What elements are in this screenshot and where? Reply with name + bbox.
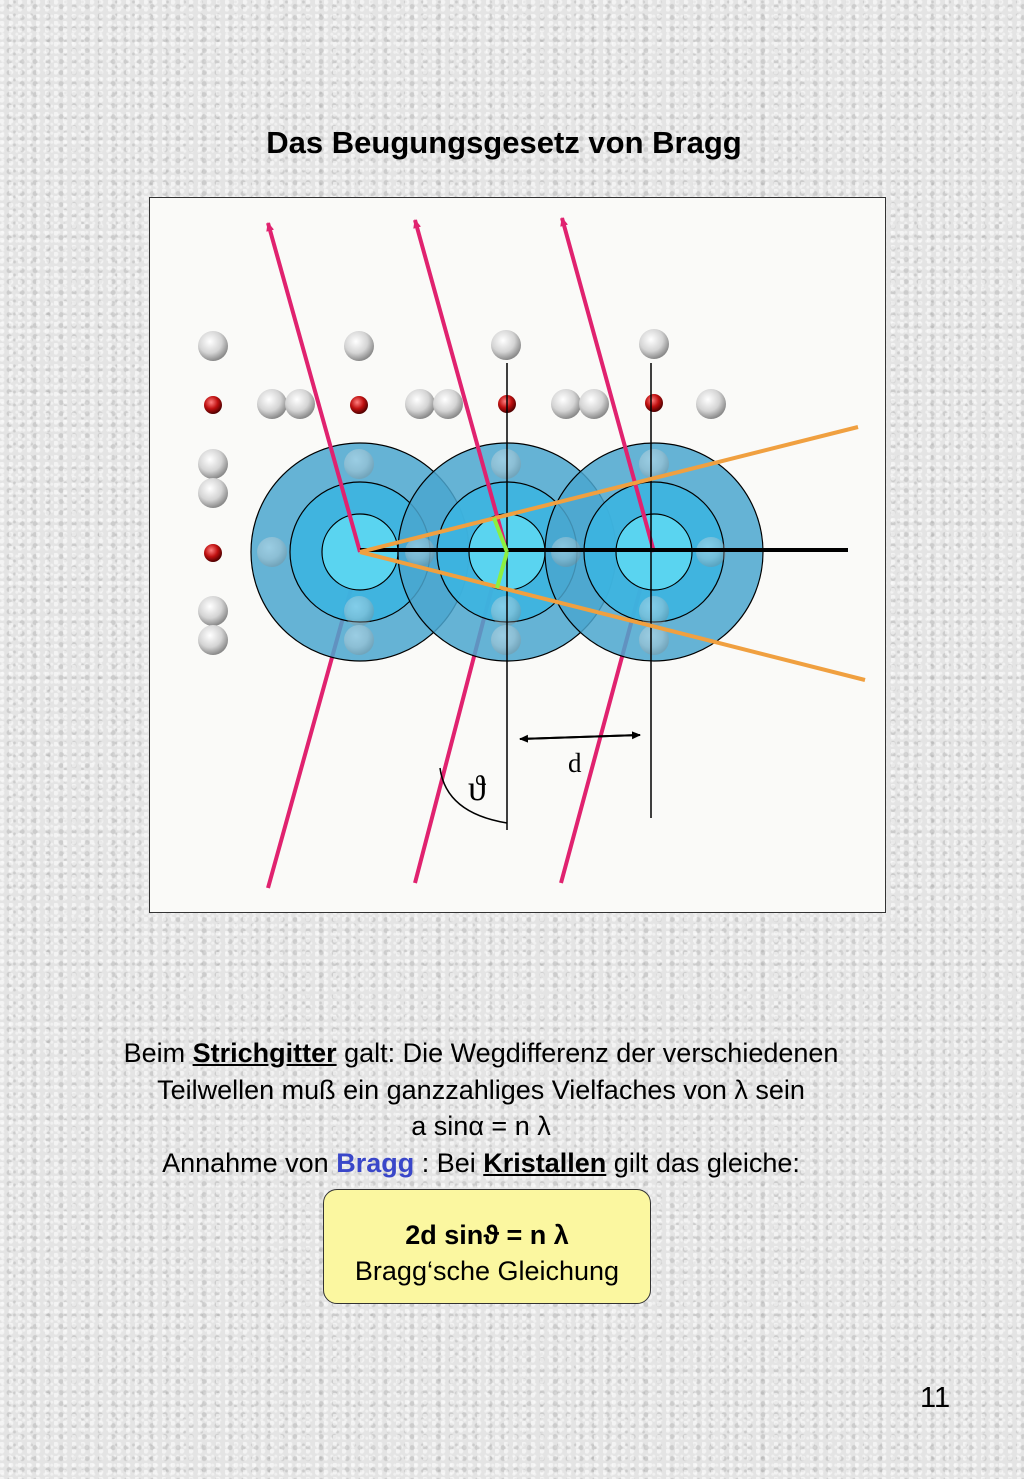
page-number: 11 xyxy=(920,1382,951,1414)
grey-atom xyxy=(551,389,581,419)
bragg-diagram xyxy=(149,197,886,913)
text-line-1: Beim Strichgitter galt: Die Wegdifferenz der verschiedenen xyxy=(123,1038,839,1068)
kristallen-term: Kristallen xyxy=(483,1147,607,1178)
grey-atom xyxy=(285,389,315,419)
d-arrow-back xyxy=(520,735,640,739)
grey-atom xyxy=(696,389,726,419)
grey-atom xyxy=(433,389,463,419)
grey-atom xyxy=(257,389,287,419)
grey-atom xyxy=(579,389,609,419)
grating-equation: a sinα = n λ xyxy=(411,1111,551,1141)
bragg-equation-caption: Bragg‘sche Gleichung xyxy=(354,1256,620,1286)
grey-atom xyxy=(198,449,228,479)
red-atom xyxy=(204,396,222,414)
grey-atom xyxy=(198,625,228,655)
text-line-2: Teilwellen muß ein ganzzahliges Vielfaches von λ sein xyxy=(157,1074,805,1105)
bragg-equation: 2d sinϑ = n λ xyxy=(405,1220,569,1250)
bragg-equation-box xyxy=(323,1189,651,1304)
red-atom xyxy=(204,544,222,562)
diagram-svg xyxy=(150,198,885,912)
red-atom xyxy=(645,394,663,412)
explanation-text xyxy=(0,1035,962,1181)
theta-label: ϑ xyxy=(468,768,486,808)
d-label: d xyxy=(568,748,582,778)
grey-atom xyxy=(344,331,374,361)
grey-atom xyxy=(198,478,228,508)
red-atom xyxy=(350,396,368,414)
page-title: Das Beugungsgesetz von Bragg xyxy=(266,125,742,160)
text-line-4: Annahme von Bragg : Bei Kristallen gilt das gleiche: xyxy=(162,1147,800,1178)
grey-atom xyxy=(639,329,669,359)
grey-atom xyxy=(198,596,228,626)
strichgitter-term: Strichgitter xyxy=(192,1038,337,1068)
bragg-name: Bragg xyxy=(336,1147,415,1178)
grey-atom xyxy=(491,330,521,360)
grey-atom xyxy=(405,389,435,419)
grey-atom xyxy=(198,331,228,361)
